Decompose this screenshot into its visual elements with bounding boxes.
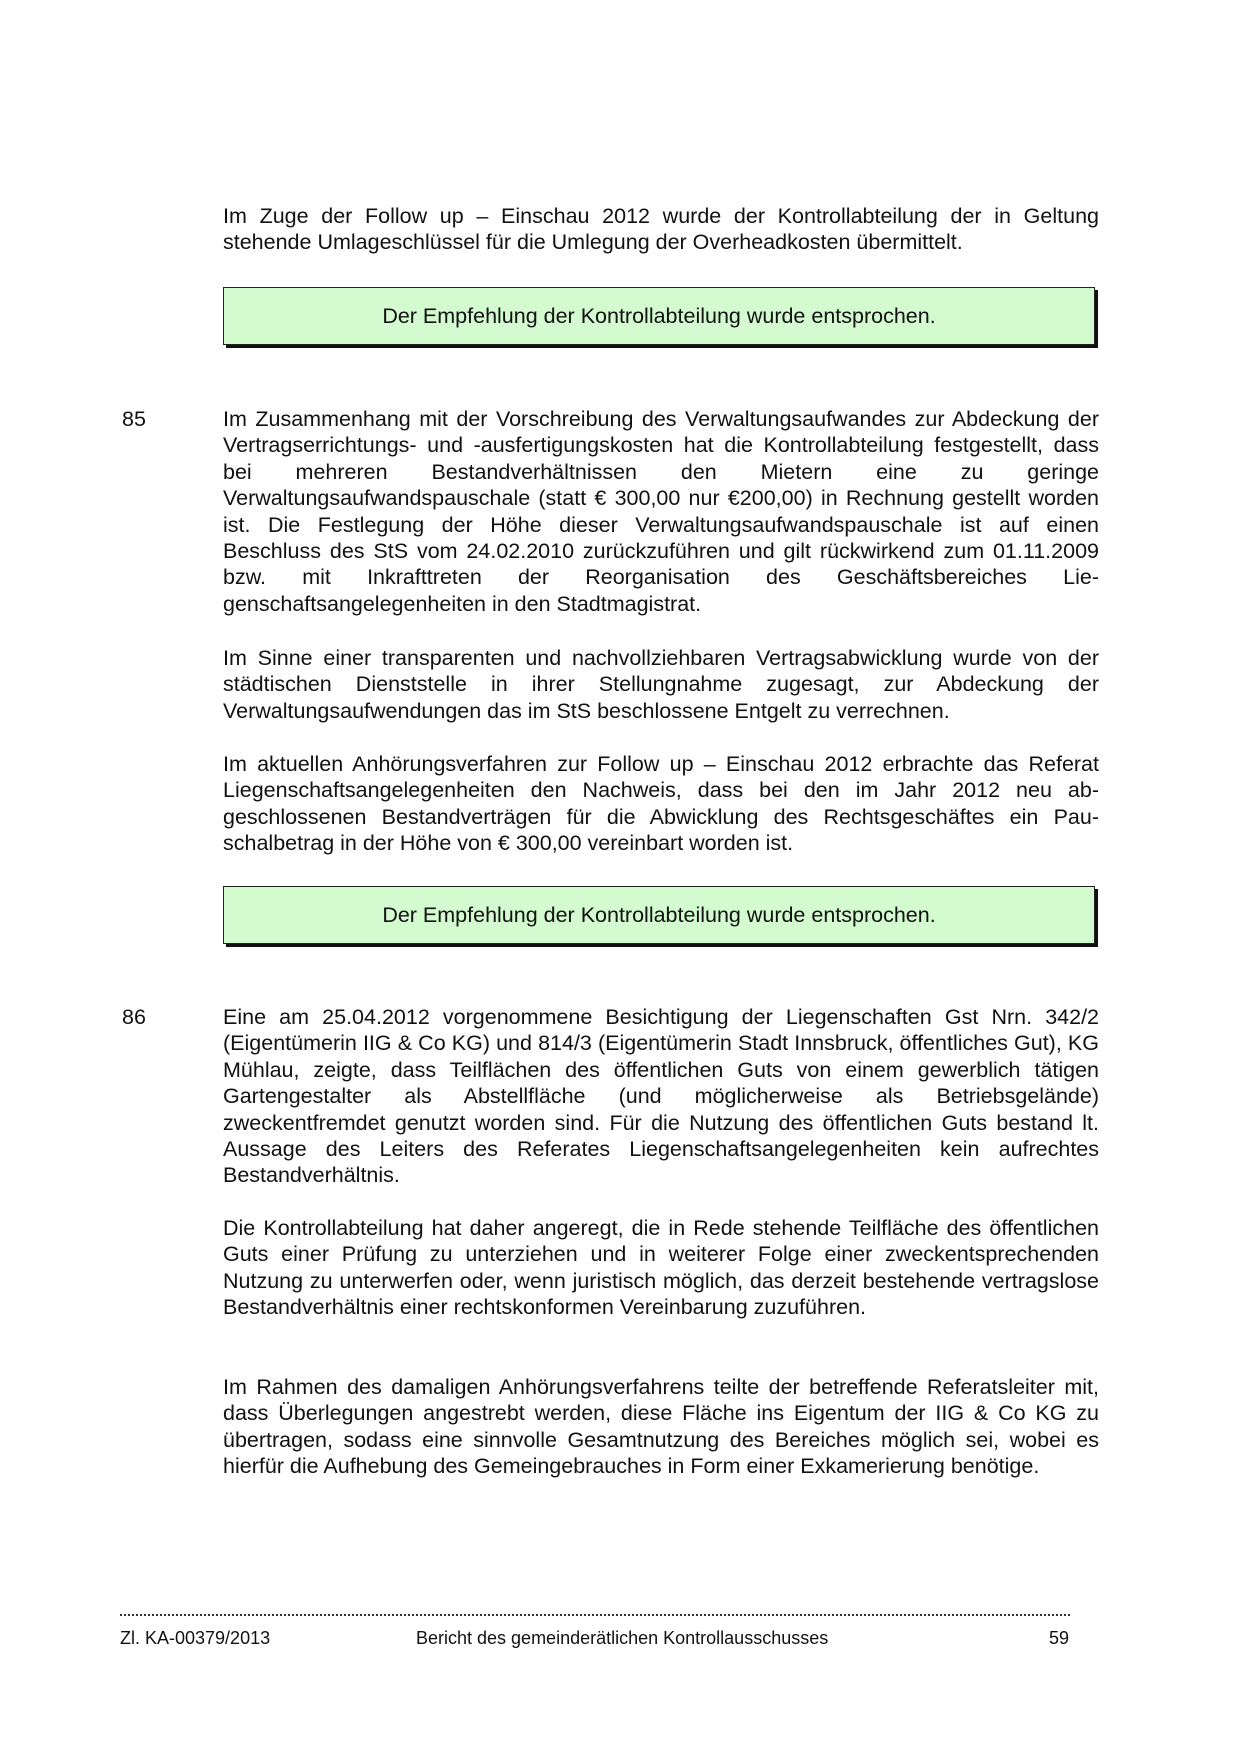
recommendation-box: Der Empfehlung der Kontrollabteilung wurde entsprochen.: [223, 886, 1095, 944]
paragraph-85-c: Im aktuellen Anhörungsverfahren zur Follow up – Einschau 2012 erbrachte das Referat Liegenschaftsangelegenheiten den Nachweis, dass bei den im Jahr 2012 neu abgeschlossenen Bestandverträgen für die Abwicklung des Rechtsgeschäftes ein Pauschalbetrag in der Höhe von € 300,00 vereinbart worden ist.: [223, 752, 1099, 856]
paragraph-85-b: Im Sinne einer transparenten und nachvollziehbaren Vertragsabwicklung wurde von der städtischen Dienststelle in ihrer Stellungnahme zugesagt, zur Abdeckung der Verwaltungsaufwendungen das im StS beschlossene Entgelt zu verrechnen.: [223, 646, 1099, 723]
paragraph-86-b: Die Kontrollabteilung hat daher angeregt, die in Rede stehende Teilfläche des öffentlichen Guts einer Prüfung zu unterziehen und in weiterer Folge einer zweckentsprechenden Nutzung zu unterwerfen oder, wenn juristisch möglich, das derzeit bestehende vertragslose Bestandverhältnis einer rechtskonformen Vereinbarung zuzuführen.: [223, 1216, 1099, 1320]
paragraph-86-a: Eine am 25.04.2012 vorgenommene Besichtigung der Liegenschaften Gst Nrn. 342/2 (Eigentümerin IIG & Co KG) und 814/3 (Eigentümerin Stadt Innsbruck, öffentliches Gut), KG Mühlau, zeigte, dass Teilflächen des öffentlichen Guts von einem gewerblich tätigen Gartengestalter als Abstellfläche (und möglicherweise als Betriebsgelände) zweckentfremdet genutzt worden sind. Für die Nutzung des öffentlichen Guts bestand lt. Aussage des Leiters des Referates Liegenschaftsangelegenheiten kein aufrechtes Bestandverhältnis.: [223, 1005, 1099, 1188]
page-number: 59: [1049, 1628, 1070, 1648]
footer-reference: Zl. KA-00379/2013: [120, 1628, 271, 1648]
recommendation-box: Der Empfehlung der Kontrollabteilung wurde entsprochen.: [223, 287, 1095, 345]
footer-divider: [120, 1604, 1070, 1616]
paragraph-85-a: Im Zusammenhang mit der Vorschreibung des Verwaltungsaufwandes zur Abdeckung der Vertragserrichtungs- und -ausfertigungskosten hat die Kontrollabteilung festgestellt, dass bei mehreren Bestandverhältnissen den Mietern eine zu geringe Verwaltungsaufwandspauschale (statt € 300,00 nur €200,00) in Rechnung gestellt worden ist. Die Festlegung der Höhe dieser Verwaltungsaufwandspauschale ist auf einen Beschluss des StS vom 24.02.2010 zurückzuführen und gilt rückwirkend zum 01.11.2009 bzw. mit Inkrafttreten der Reorganisation des Geschäftsbereiches Liegenschaftsangelegenheiten in den Stadtmagistrat.: [223, 407, 1099, 616]
section-number: 86: [122, 1005, 146, 1029]
paragraph-86-c: Im Rahmen des damaligen Anhörungsverfahrens teilte der betreffende Referatsleiter mit, dass Überlegungen angestrebt werden, diese Fläche ins Eigentum der IIG & Co KG zu übertragen, sodass eine sinnvolle Gesamtnutzung des Bereiches möglich sei, wobei es hierfür die Aufhebung des Gemeingebrauches in Form einer Exkamerierung benötige.: [223, 1375, 1099, 1479]
footer-title: Bericht des gemeinderätlichen Kontrollausschusses: [416, 1628, 829, 1648]
paragraph-intro: Im Zuge der Follow up – Einschau 2012 wurde der Kontrollabteilung der in Geltung stehende Umlageschlüssel für die Umlegung der Overheadkosten übermittelt.: [223, 204, 1099, 255]
section-number: 85: [122, 407, 146, 431]
